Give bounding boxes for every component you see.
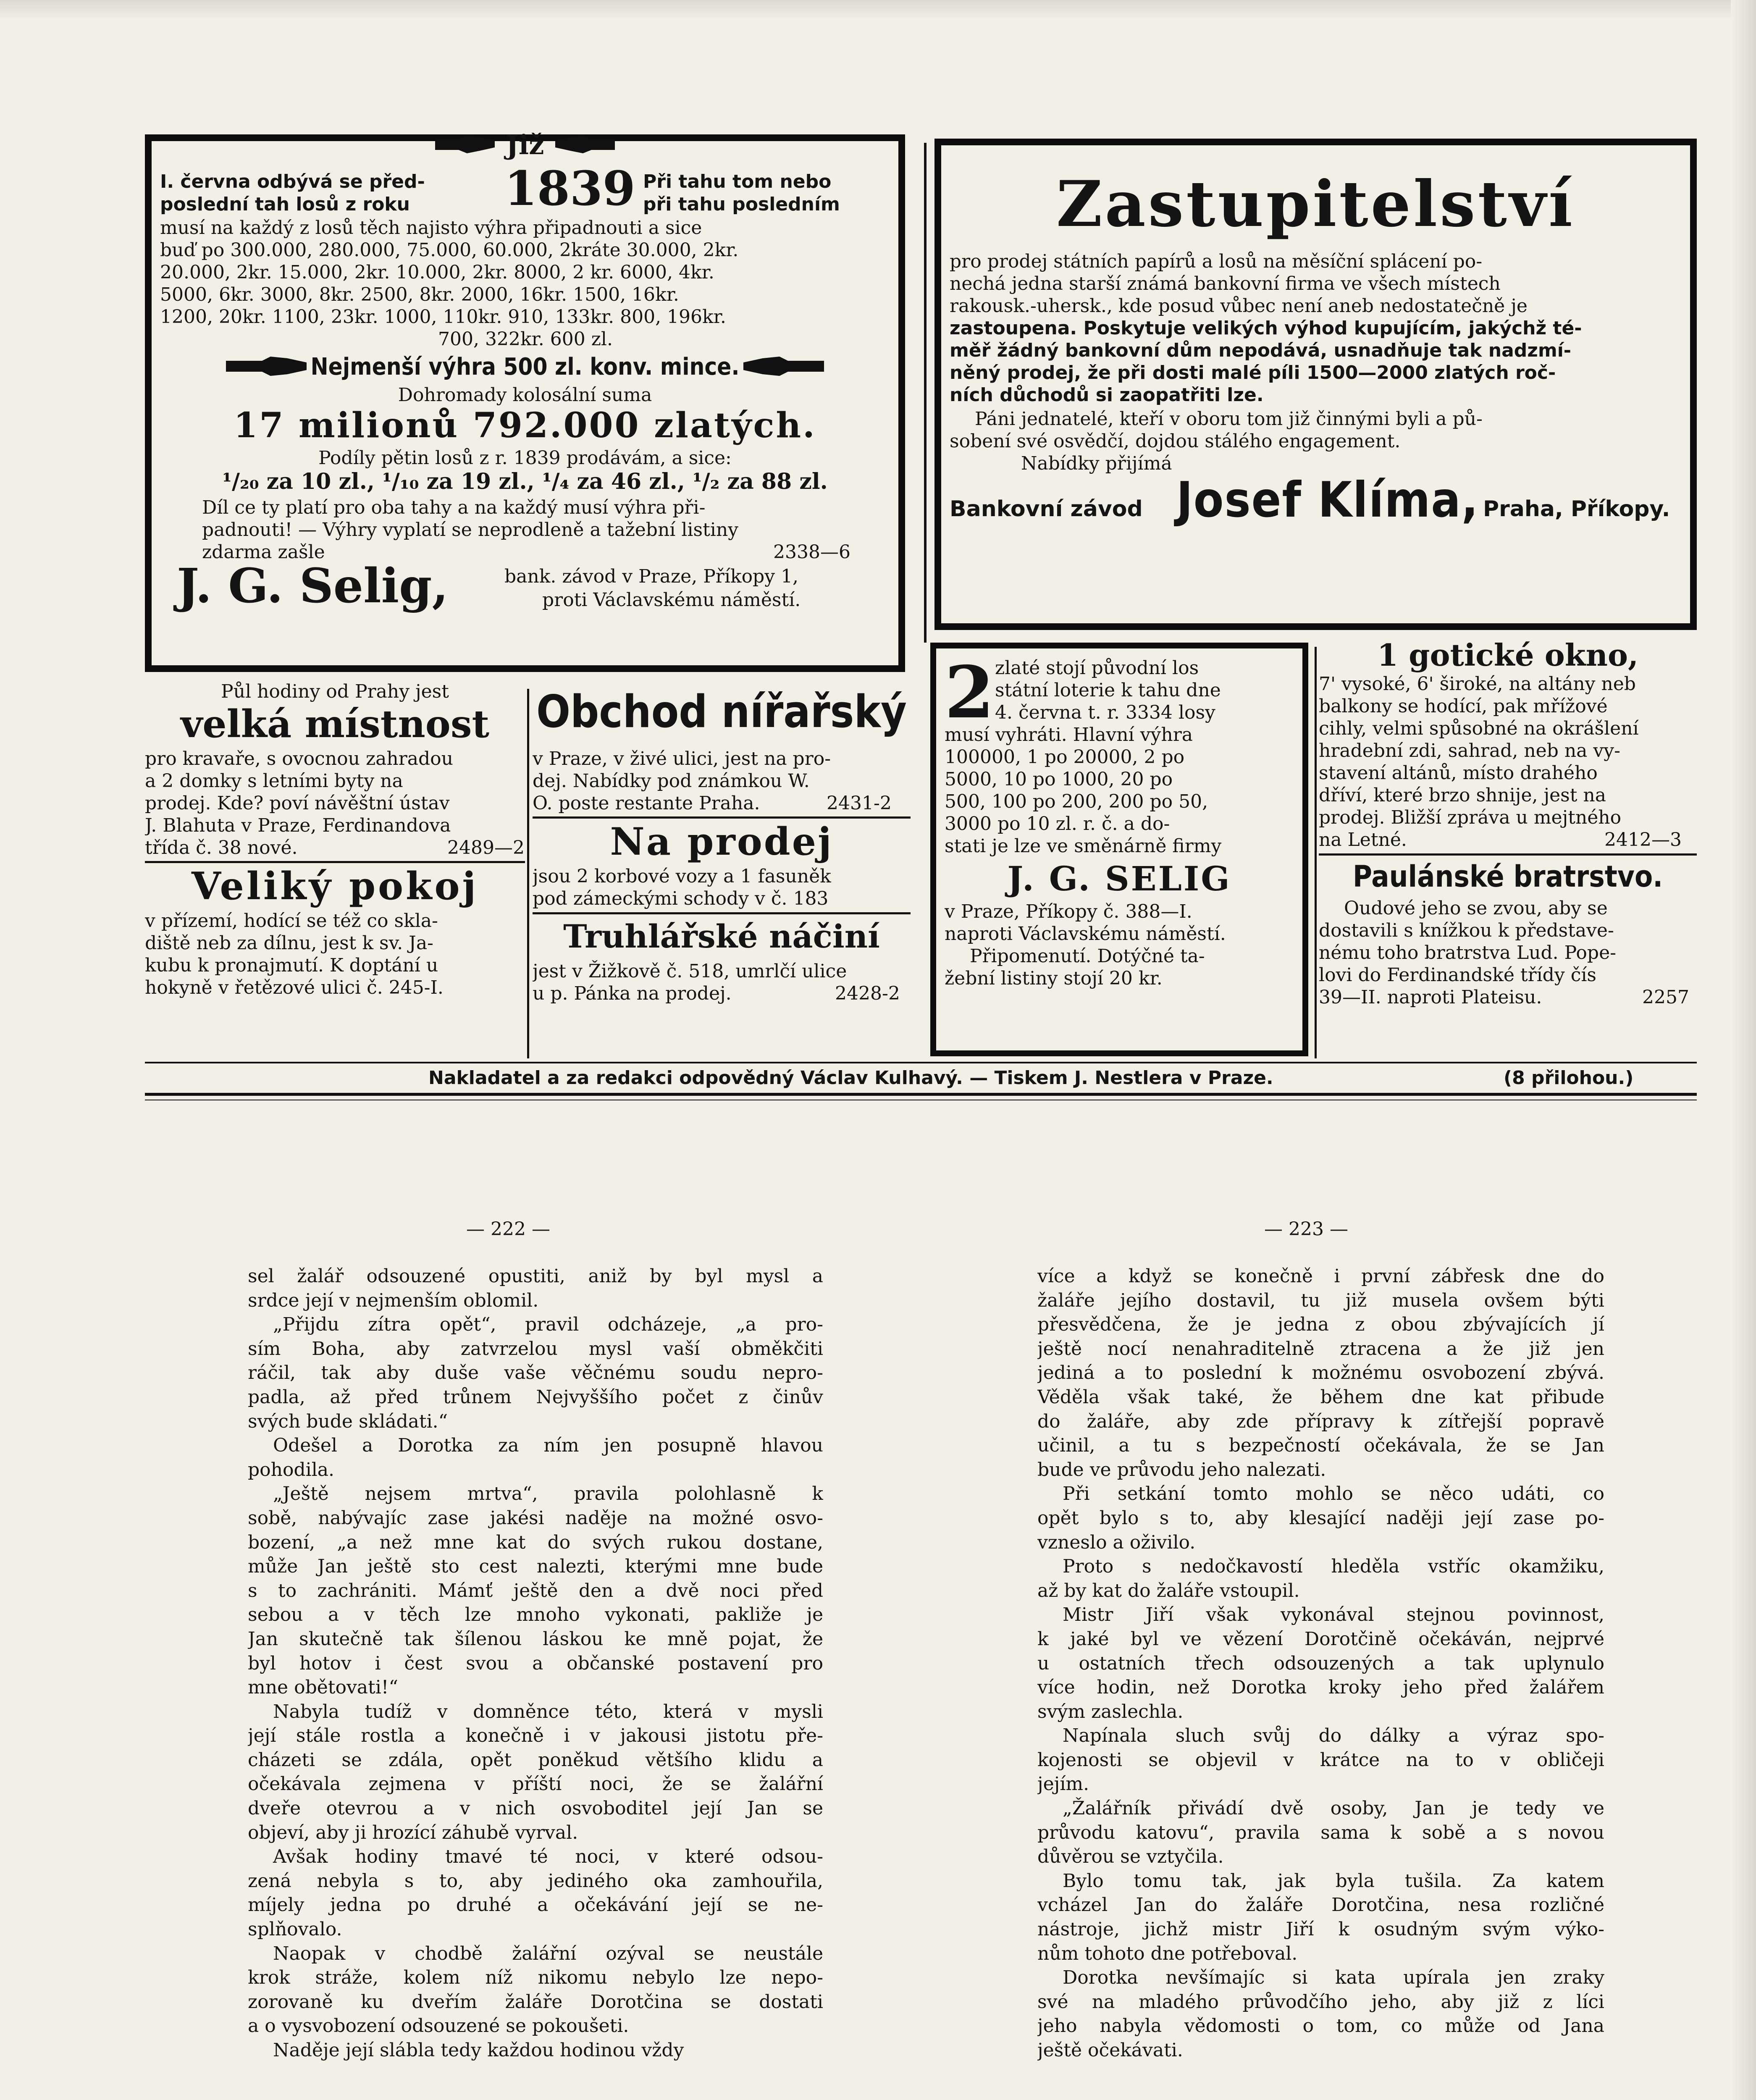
ad-velka-line: prodej. Kde? poví návěštní ústav	[145, 793, 450, 814]
body-text-line: splňovalo.	[248, 1919, 342, 1940]
ads-column-left	[145, 680, 525, 1058]
body-text-line: svým zaslechla.	[1037, 1701, 1184, 1722]
ad-lottery-minwin-row	[152, 353, 898, 383]
ad-lottery-line: buď po 300.000, 280.000, 75.000, 60.000, 2kráte 30.000, 2kr.	[160, 239, 739, 261]
body-text-line: Naopak v chodbě žalářní ozýval se neustále	[273, 1942, 823, 1964]
ad-zastup-title: Zastupitelství	[1056, 167, 1575, 241]
ad-truhl-title: Truhlářské náčiní	[563, 918, 880, 955]
body-text-line: Avšak hodiny tmavé té noci, v které odsou-	[273, 1846, 823, 1868]
ad-zastup-line: Páni jednatelé, kteří v oboru tom již činnými byli a pů-	[975, 408, 1483, 430]
body-text-line: sel žalář odsouzené opustiti, aniž by byl mysl a	[248, 1265, 823, 1287]
body-text-line: Při setkání tomto mohlo se něco udáti, co	[1063, 1483, 1604, 1505]
body-text-line: žaláře jejího dostavil, tu již musela ovšem býti	[1037, 1289, 1604, 1311]
body-text-line: ještě očekávati.	[1037, 2040, 1183, 2061]
ad-gotic-line: dříví, které brzo shnije, jest na	[1319, 785, 1606, 806]
ad-2zlate-addr: žební listiny stojí 20 kr.	[945, 968, 1163, 989]
ad-2zlate-line: musí vyhráti. Hlavní výhra	[945, 724, 1193, 746]
page-number-left: — 222 —	[466, 1218, 550, 1240]
ad-2zlate-line: 500, 100 po 200, 200 po 50,	[945, 791, 1208, 812]
body-text-line: Proto s nedočkavostí hleděla vstříc okamžiku,	[1063, 1556, 1604, 1578]
ad-velka-ref: 2489—2	[447, 837, 525, 858]
body-text-line: srdce její v nejmenším oblomil.	[248, 1289, 539, 1311]
ads-column-center	[533, 680, 911, 1058]
ad-lottery-left-1: I. června odbývá se před-	[160, 171, 425, 192]
ad-obchod-line: v Praze, v živé ulici, jest na pro-	[533, 748, 831, 769]
pointing-hand-right-icon	[433, 132, 496, 159]
ad-gotic-line: na Letné.	[1319, 829, 1407, 850]
ad-lottery-line: 700, 322kr. 600 zl.	[438, 328, 613, 350]
ad-velka-line: J. Blahuta v Praze, Ferdinandova	[145, 815, 451, 836]
ad-lottery-total-label: Dohromady kolosální suma	[398, 384, 652, 406]
body-column-right	[1037, 1264, 1604, 2063]
body-text-line: „Přijdu zítra opět“, pravil odcházeje, „a pro-	[273, 1314, 823, 1336]
ad-gotic-line: prodej. Bližší zpráva u mejtného	[1319, 807, 1622, 828]
ad-lottery-total: 17 milionů 792.000 zlatých.	[234, 405, 816, 446]
ad-zastup-line: zastoupena. Poskytuje velikých výhod kupujícím, jakýchž té-	[950, 318, 1582, 339]
body-text-line: Napínala sluch svůj do dálky a výraz spo-	[1063, 1725, 1604, 1747]
body-text-line: důvěrou se vztyčila.	[1037, 1846, 1224, 1868]
body-column-left	[248, 1264, 823, 2063]
body-text-line: sím Boha, aby zatvrzelou mysl vaší obměkčiti	[248, 1338, 823, 1360]
ad-lottery-year: 1839	[504, 161, 635, 216]
ad-obchod-title: Obchod nířařský	[536, 686, 907, 738]
ad-2zlate-line: stati je lze ve směnárně firmy	[945, 835, 1222, 857]
ad-truhl-line: u p. Pánka na prodej.	[533, 983, 732, 1004]
body-text-line: více a když se konečně i první zábřesk dne do	[1037, 1265, 1604, 1287]
ad-2zlate-addr: naproti Václavskému náměstí.	[945, 923, 1226, 945]
ad-pokoj-line: v přízemí, hodící se též co skla-	[145, 910, 438, 932]
ad-2zlate-line: zlaté stojí původní los	[995, 657, 1199, 679]
ad-zastup-line: něný prodej, že při dosti malé píli 1500—2000 zlatých roč-	[950, 362, 1556, 383]
column-rule	[1315, 647, 1317, 1058]
body-text-line: průvodu katovu“, pravila sama k sobě a s novou	[1037, 1822, 1604, 1843]
ad-velka-line: a 2 domky s letními byty na	[145, 770, 403, 792]
ad-paul-line: Oudové jeho se zvou, aby se	[1344, 898, 1608, 919]
body-text-line: Jan skutečně tak šílenou láskou ke mně pojat, že	[248, 1628, 823, 1650]
body-text-line: ještě nocí nenahraditelně ztracena a že již jen	[1037, 1338, 1604, 1360]
ad-truhl-ref: 2428-2	[835, 983, 900, 1004]
ad-paul-line: nému toho bratrstva Lud. Pope-	[1319, 942, 1616, 963]
pointing-hand-left-icon	[742, 356, 826, 378]
ad-2zlate-line: 4. června t. r. 3334 losy	[995, 702, 1215, 723]
body-text-line: kojenosti se objevil v krátce na to v obličeji	[1037, 1749, 1604, 1771]
body-text-line: více hodin, než Dorotka kroky jeho před žalářem	[1037, 1677, 1604, 1698]
ad-lottery-left-2: poslední tah losů z roku	[160, 194, 410, 215]
pointing-hand-left-icon	[554, 132, 617, 159]
ad-lottery-note: zdarma zašle	[202, 541, 325, 563]
ad-2zlate-firm: J. G. SELIG	[1007, 859, 1231, 898]
ad-gotic-line: stavení altánů, místo drahého	[1319, 762, 1598, 784]
ad-lottery-seller: J. G. Selig,	[177, 559, 449, 614]
body-text-line: cházeti se zdála, opět poněkud většího klidu a	[248, 1749, 823, 1771]
body-text-line: krok stráže, kolem níž nikomu nebylo lze nepo-	[248, 1967, 823, 1989]
ad-gotic-title: 1 gotické okno,	[1377, 637, 1639, 673]
ad-paul-ref: 2257	[1642, 987, 1689, 1008]
ad-lottery-addr: proti Václavskému náměstí.	[542, 589, 801, 611]
body-text-line: své na mladého průvodčího jeho, aby již z líci	[1037, 1991, 1604, 2013]
ad-zastup-line: měř žádný bankovní dům nepodává, usnadňuje tak nadzmí-	[950, 340, 1572, 361]
body-text-line: objeví, aby ji hrozící záhubě vyrval.	[248, 1822, 578, 1843]
ads-column-right	[1319, 638, 1697, 1058]
ad-2zlate-line: 5000, 10 po 1000, 20 po	[945, 769, 1173, 790]
body-text-line: zená nebyla s to, aby jediného oka zamhouřila,	[248, 1870, 823, 1892]
ad-lottery-line: musí na každý z losů těch najisto výhra připadnouti a sice	[160, 217, 702, 239]
body-text-line: vzneslo a oživilo.	[1037, 1531, 1196, 1553]
ad-obchod-ref: 2431-2	[827, 793, 892, 814]
body-text-line: očekávala zejmena v příští noci, že se žalářní	[248, 1773, 823, 1795]
ad-naprodej-title: Na prodej	[610, 819, 833, 864]
body-text-line: u ostatních třech odsouzených a tak uplynulo	[1037, 1652, 1604, 1674]
body-text-line: Věděla však také, že během dne kat přibude	[1037, 1386, 1604, 1408]
ad-paul-title: Paulánské bratrstvo.	[1352, 859, 1663, 894]
ad-lottery-title-small: Již	[152, 132, 898, 159]
body-text-line: Nabyla tudíž v domněnce této, která v mysli	[273, 1701, 823, 1722]
ad-lottery-note: padnouti! — Výhry vyplatí se neprodleně a tažební listiny	[202, 519, 739, 541]
body-text-line: do žaláře, aby zde přípravy k zítřejší popravě	[1037, 1410, 1604, 1432]
ad-lottery-minwin: Nejmenší výhra 500 zl. konv. mince.	[310, 353, 740, 381]
body-text-line: její stále rostla a konečně i v jakousi jistotu pře-	[248, 1725, 823, 1747]
body-text-line: může Jan ještě sto cest nalezti, kterými mne bude	[248, 1556, 823, 1578]
page-number-right: — 223 —	[1264, 1218, 1348, 1240]
scan-edge-right	[1731, 0, 1756, 2100]
body-text-line: ráčil, tak aby duše vaše věčnému soudu nepro-	[248, 1362, 823, 1384]
body-text-line: Mistr Jiří však vykonával stejnou povinnost,	[1063, 1604, 1604, 1626]
ad-2zlate-box	[930, 643, 1308, 1056]
body-text-line: byl hotov i čest svou a občanské postavení pro	[248, 1652, 823, 1674]
body-text-line: nástroje, jichž mistr Jiří k osudným svým výko-	[1037, 1919, 1604, 1940]
body-text-line: bození, „a než mne kat do svých rukou dostane,	[248, 1531, 823, 1553]
imprint-text: Nakladatel a za redakci odpovědný Václav Kulhavý. — Tiskem J. Nestlera v Praze.	[428, 1067, 1273, 1089]
ad-2zlate-big: 2	[945, 651, 995, 735]
ad-velka-line: pro kravaře, s ovocnou zahradou	[145, 748, 453, 769]
ad-lottery-shares-intro: Podíly pětin losů z r. 1839 prodávám, a sice:	[318, 447, 732, 469]
body-text-line: bude ve průvodu jeho nalezati.	[1037, 1459, 1326, 1480]
ad-separator	[533, 912, 911, 914]
body-text-line: jeho nabyla vědomosti o tom, co může od Jana	[1037, 2015, 1604, 2037]
ad-paul-line: 39—II. naproti Plateisu.	[1319, 987, 1542, 1008]
body-text-line: jediná a to poslední k možnému osvobození zbývá.	[1037, 1362, 1604, 1384]
ad-naprodej-line: pod zámeckými schody v č. 183	[533, 888, 829, 909]
ad-gotic-line: balkony se hodící, pak mřížové	[1319, 696, 1608, 717]
body-text-line: Bylo tomu tak, jak byla tušila. Za katem	[1063, 1870, 1604, 1892]
ad-separator	[145, 861, 525, 863]
ad-gotic-line: cihly, velmi spůsobné na okrášlení	[1319, 718, 1639, 739]
ad-lottery-line: 20.000, 2kr. 15.000, 2kr. 10.000, 2kr. 8000, 2 kr. 6000, 4kr.	[160, 262, 714, 283]
ad-lottery-line: 1200, 20kr. 1100, 23kr. 1000, 110kr. 910, 133kr. 800, 196kr.	[160, 306, 726, 328]
ad-separator	[1319, 853, 1697, 856]
ad-zastup-line: pro prodej státních papírů a losů na měsíční splácení po-	[950, 251, 1483, 272]
column-rule	[924, 143, 927, 643]
ad-lottery-note: Díl ce ty platí pro oba tahy a na každý musí výhra při-	[202, 497, 706, 518]
ad-zastup-line: nechá jedna starší známá bankovní firma ve všech místech	[950, 273, 1501, 294]
ad-zastup-line: ních důchodů si zaopatřiti lze.	[950, 384, 1264, 406]
ad-gotic-line: 7' vysoké, 6' široké, na altány neb	[1319, 673, 1636, 695]
body-text-line: mne obětovati!“	[248, 1677, 398, 1698]
ad-2zlate-line: státní loterie k tahu dne	[995, 680, 1221, 701]
ad-zastup-line: sobení své osvědčí, dojdou stálého engagement.	[950, 430, 1401, 452]
scan-edge-top	[0, 0, 1756, 20]
ad-2zlate-line: 3000 po 10 zl. r. č. a do-	[945, 813, 1170, 835]
ad-pokoj-line: diště neb za dílnu, jest k sv. Ja-	[145, 932, 433, 954]
body-text-line: „Ještě nejsem mrtva“, pravila polohlasně k	[273, 1483, 823, 1505]
body-text-line: sobě, nabývajíc zase jakési naděje na možné osvo-	[248, 1507, 823, 1529]
ad-lottery-line: 5000, 6kr. 3000, 8kr. 2500, 8kr. 2000, 16kr. 1500, 16kr.	[160, 284, 679, 305]
ad-zastup-firm-label: Bankovní závod	[950, 496, 1143, 522]
ad-velka-intro: Půl hodiny od Prahy jest	[221, 681, 449, 702]
ad-zastup-firm-addr: Praha, Příkopy.	[1483, 496, 1670, 522]
ad-2zlate-addr: Připomenutí. Dotýčné ta-	[970, 945, 1205, 967]
ad-velka-title: velká místnost	[180, 702, 490, 746]
ad-separator	[533, 816, 911, 819]
ad-obchod-line: O. poste restante Praha.	[533, 793, 760, 814]
pointing-hand-right-icon	[224, 356, 308, 378]
ad-naprodej-line: jsou 2 korbové vozy a 1 fasuněk	[533, 866, 831, 887]
body-text-line: Odešel a Dorotka za ním jen posupně hlavou	[273, 1435, 823, 1457]
body-text-line: dveře otevrou a v nich osvoboditel její Jan se	[248, 1798, 823, 1819]
ad-truhl-line: jest v Žižkově č. 518, umrlčí ulice	[533, 961, 847, 982]
ad-obchod-line: dej. Nabídky pod známkou W.	[533, 770, 810, 792]
ad-lottery-right-1: Při tahu tom nebo	[643, 171, 832, 192]
ad-lottery-addr: bank. závod v Praze, Příkopy 1,	[504, 566, 799, 587]
imprint-rule-top	[145, 1062, 1697, 1063]
body-text-line: Naděje její slábla tedy každou hodinou vždy	[273, 2040, 684, 2061]
body-text-line: s to zachrániti. Mámť ještě den a dvě noci před	[248, 1580, 823, 1601]
ad-velka-line: třída č. 38 nové.	[145, 837, 298, 858]
body-text-line: sebou a v těch lze mnoho vykonati, pakliže je	[248, 1604, 823, 1626]
column-rule	[527, 689, 529, 1058]
body-text-line: jejím.	[1037, 1773, 1089, 1795]
body-text-line: míjely jedna po druhé a očekávání její se ne-	[248, 1894, 823, 1916]
ad-zastup-firm-name: Josef Klíma,	[1176, 472, 1479, 528]
body-text-line: opět bylo s to, aby klesající naději její zase po-	[1037, 1507, 1604, 1529]
body-text-line: a o vysvobození odsouzené se pokoušeti.	[248, 2015, 629, 2037]
body-text-line: padla, až před trůnem Nejvyššího počet z činův	[248, 1386, 823, 1408]
body-text-line: k jaké byl ve vězení Dorotčině očekáván, nejprvé	[1037, 1628, 1604, 1650]
ad-lottery-ref: 2338—6	[773, 541, 850, 563]
body-text-line: nům tohoto dne potřeboval.	[1037, 1942, 1298, 1964]
ad-lottery-right-2: při tahu posledním	[643, 194, 840, 215]
ad-gotic-ref: 2412—3	[1604, 829, 1682, 850]
body-text-line: zorovaně ku dveřím žaláře Dorotčina se dostati	[248, 1991, 823, 2013]
ad-zastup-line: Nabídky přijímá	[1021, 453, 1172, 474]
ad-lottery-box	[145, 129, 905, 672]
body-text-line: Dorotka nevšímajíc si kata upírala jen zraky	[1063, 1967, 1604, 1989]
ad-pokoj-title: Veliký pokoj	[191, 864, 479, 908]
ad-paul-line: dostavili s knížkou k představe-	[1319, 920, 1614, 941]
ad-lottery-shares: ¹/₂₀ za 10 zl., ¹/₁₀ za 19 zl., ¹/₄ za 46 zl., ¹/₂ za 88 zl.	[222, 469, 828, 494]
ad-paul-line: lovi do Ferdinandské třídy čís	[1319, 964, 1596, 986]
ad-gotic-line: hradební zdi, sahrad, neb na vy-	[1319, 740, 1620, 761]
ad-2zlate-addr: v Praze, Příkopy č. 388—I.	[945, 901, 1192, 922]
body-text-line: vcházel Jan do žaláře Dorotčina, nesa rozličné	[1037, 1894, 1604, 1916]
body-text-line: svých bude skládati.“	[248, 1410, 448, 1432]
body-text-line: pohodila.	[248, 1459, 335, 1480]
imprint-supplement: (8 přilohou.)	[1504, 1067, 1634, 1089]
body-text-line: až by kat do žaláře vstoupil.	[1037, 1580, 1300, 1601]
body-text-line: „Žalářník přivádí dvě osoby, Jan je tedy ve	[1063, 1798, 1604, 1819]
ad-zastup-box	[934, 139, 1697, 630]
ad-pokoj-line: kubu k pronajmutí. K doptání u	[145, 955, 438, 976]
imprint-rule-bottom	[145, 1093, 1697, 1096]
body-text-line: učinil, a tu s bezpečností očekávala, že se Jan	[1037, 1435, 1604, 1457]
ad-2zlate-line: 100000, 1 po 20000, 2 po	[945, 746, 1185, 768]
ad-zastup-line: rakousk.-uhersk., kde posud vůbec není aneb nedostatečně je	[950, 295, 1528, 317]
body-text-line: přesvědčena, že je jedna z obou zbývajících jí	[1037, 1314, 1604, 1336]
ad-pokoj-line: hokyně v řetězové ulici č. 245-I.	[145, 977, 444, 998]
